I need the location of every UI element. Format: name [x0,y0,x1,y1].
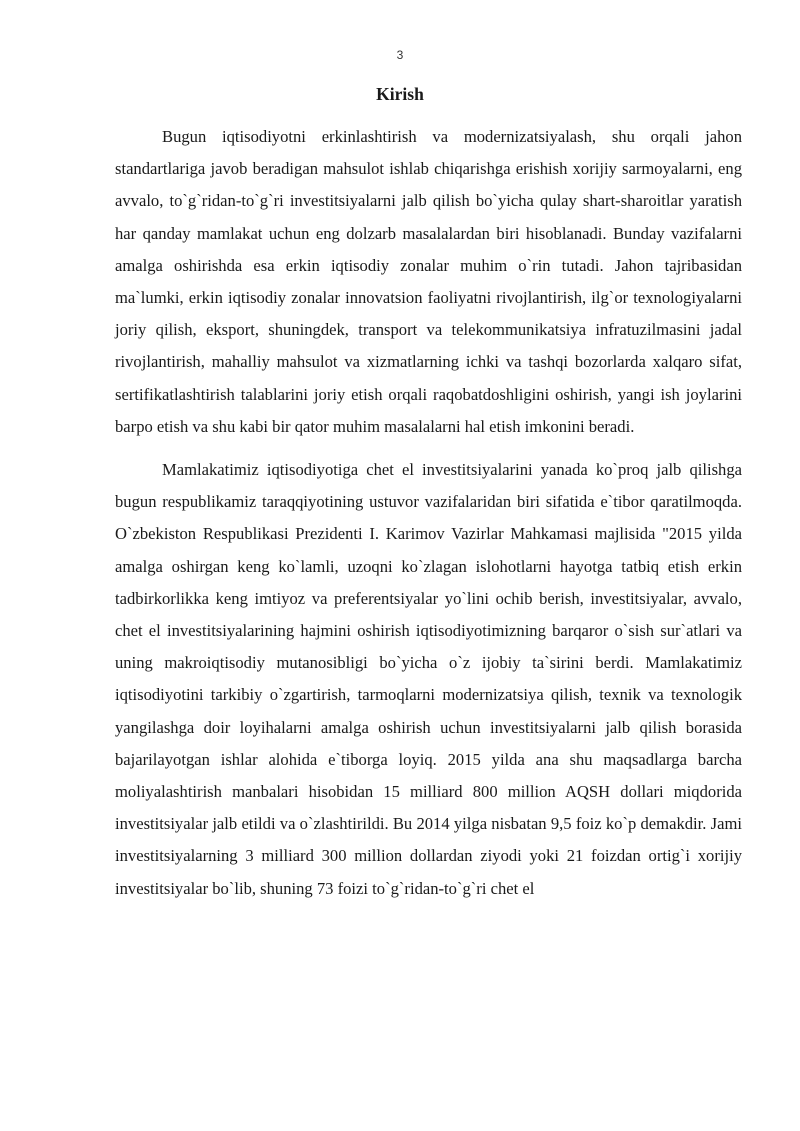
body-text [115,121,742,905]
page-number: 3 [396,48,404,62]
section-heading: Kirish [376,84,424,104]
paragraph-2: Mamlakatimiz iqtisodiyotiga chet el investitsiyalarini yanada ko`proq jalb qilishga bugun respublikamiz taraqqiyotining ustuvor vazifalaridan biri sifatida e`tibor qaratilmoqda. O`zbekiston Respublikasi Prezidenti I. Karimov Vazirlar Mahkamasi majlisida "2015 yilda amalga oshirgan keng ko`lamli, uzoqni ko`zlagan islohotlarni hayotga tatbiq etish erkin tadbirkorlikka keng imtiyoz va preferentsiyalar yo`lini ochib berish, investitsiyalar, avvalo, chet el investitsiyalarining hajmini oshirish iqtisodiyotimizning barqaror o`sish sur`atlari va uning makroiqtisodiy mutanosibligi bo`yicha o`z ijobiy ta`sirini berdi. Mamlakatimiz iqtisodiyotini tarkibiy o`zgartirish, tarmoqlarni modernizatsiya qilish, texnik va texnologik yangilashga doir loyihalarni amalga oshirish uchun investitsiyalarni jalb qilish borasida bajarilayotgan ishlar alohida e`tiborga loyiq. 2015 yilda ana shu maqsadlarga barcha moliyalashtirish manbalari hisobidan 15 milliard 800 million AQSH dollari miqdorida investitsiyalar jalb etildi va o`zlashtirildi. Bu 2014 yilga nisbatan 9,5 foiz ko`p demakdir. Jami investitsiyalarning 3 milliard 300 million dollardan ziyodi yoki 21 foizdan ortig`i xorijiy investitsiyalar bo`lib, shuning 73 foizi to`g`ridan-to`g`ri chet el [115,460,742,898]
paragraph-1: Bugun iqtisodiyotni erkinlashtirish va modernizatsiyalash, shu orqali jahon standartlariga javob beradigan mahsulot ishlab chiqarishga erishish xorijiy sarmoyalarni, eng avvalo, to`g`ridan-to`g`ri investitsiyalarni jalb qilish bo`yicha qulay shart-sharoitlar yaratish har qanday mamlakat uchun eng dolzarb masalalardan biri hisoblanadi. Bunday vazifalarni amalga oshirishda esa erkin iqtisodiy zonalar muhim o`rin tutadi. Jahon tajribasidan ma`lumki, erkin iqtisodiy zonalar innovatsion faoliyatni rivojlantirish, ilg`or texnologiyalarni joriy qilish, eksport, shuningdek, transport va telekommunikatsiya infratuzilmasini jadal rivojlantirish, mahalliy mahsulot va xizmatlarning ichki va tashqi bozorlarda xalqaro sifat, sertifikatlashtirish talablarini joriy etish orqali raqobatdoshligini oshirish, yangi ish joylarini barpo etish va shu kabi bir qator muhim masalalarni hal etish imkonini beradi. [115,127,742,436]
